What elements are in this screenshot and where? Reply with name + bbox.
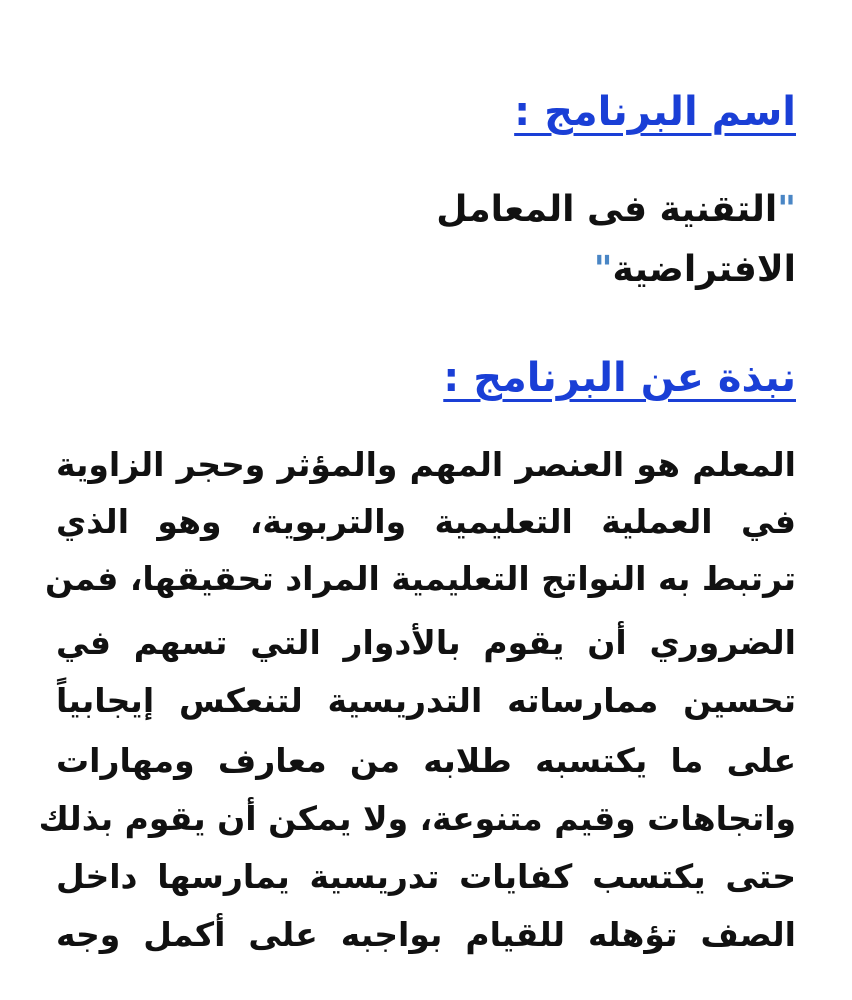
program-title-text-1: التقنية فى المعامل [436,189,778,230]
about-line-1: المعلم هو العنصر المهم والمؤثر وحجر الزاوية [56,445,796,484]
about-line-3: ترتبط به النواتج التعليمية المراد تحقيقها، فمن [44,559,796,598]
about-line-9: الصف تؤهله للقيام بواجبه على أكمل وجه [56,915,796,954]
program-name-heading: اسم البرنامج : [514,89,796,135]
program-title-line-1 [436,189,796,230]
about-line-5: تحسين ممارساته التدريسية لتنعكس إيجابياً [56,681,796,720]
about-line-6: على ما يكتسبه طلابه من معارف ومهارات [56,741,796,780]
open-quote: " [777,189,796,230]
about-line-2: في العملية التعليمية والتربوية، وهو الذي [56,502,796,541]
about-line-8: حتى يكتسب كفايات تدريسية يمارسها داخل [56,857,796,896]
about-heading: نبذة عن البرنامج : [443,355,796,401]
about-line-7: واتجاهات وقيم متنوعة، ولا يمكن أن يقوم بذلك [38,799,796,838]
about-line-4: الضروري أن يقوم بالأدوار التي تسهم في [56,623,796,662]
program-title-text-2: الافتراضية [612,249,796,290]
close-quote: " [593,249,613,290]
program-title-line-2 [593,249,796,290]
